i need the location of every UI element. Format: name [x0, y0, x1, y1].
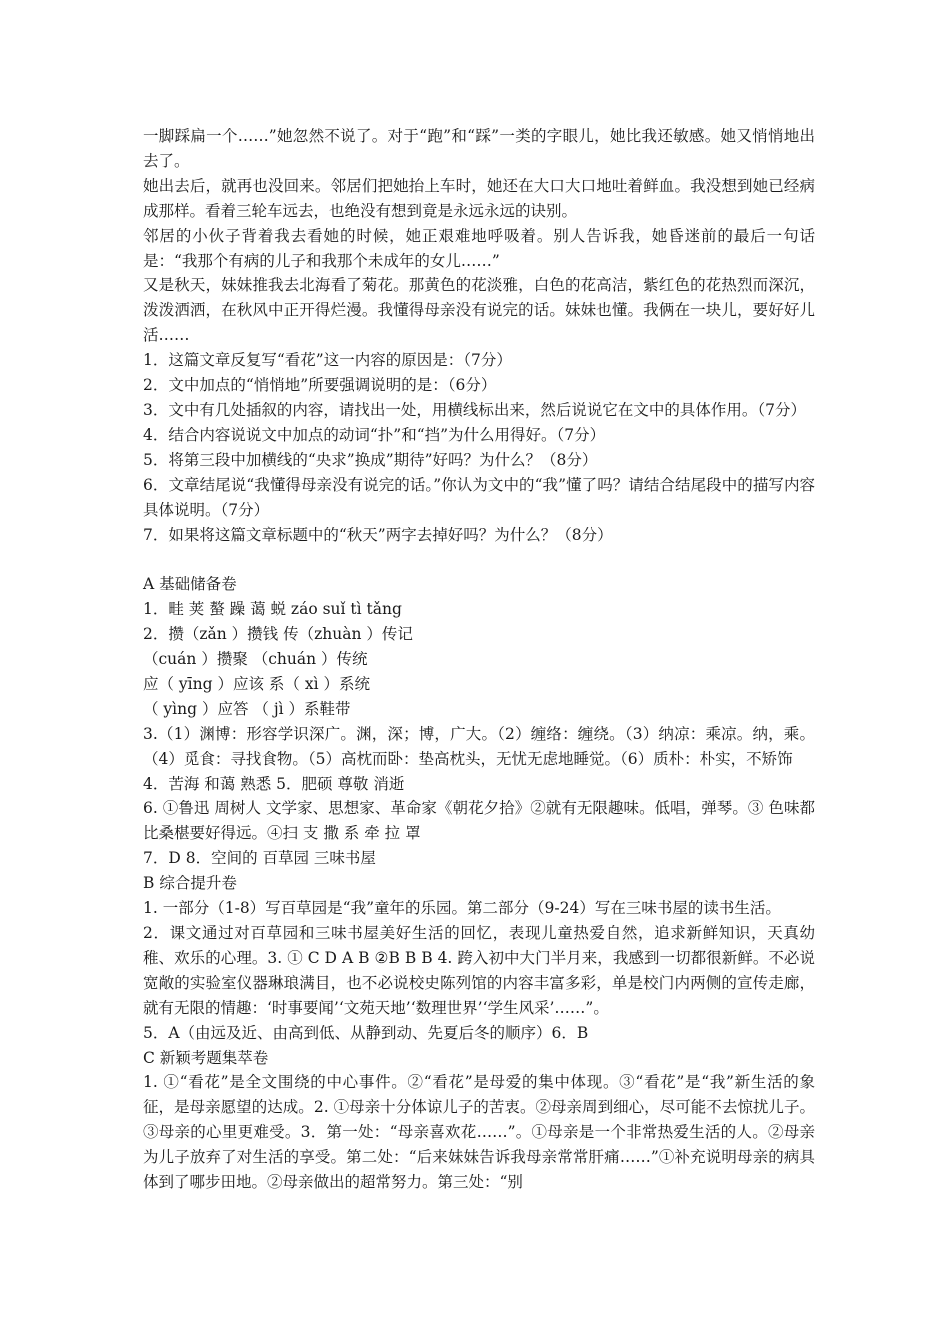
story-paragraph: 一脚踩扁一个……”她忽然不说了。对于“跑”和“踩”一类的字眼儿，她比我还敏感。她又悄悄地出去了。: [143, 127, 815, 170]
section-a-title: A 基础储备卷: [143, 575, 237, 594]
question-item: 1．这篇文章反复写“看花”这一内容的原因是：（7分）: [143, 351, 512, 370]
answer-item: 3.（1）渊博：形容学识深广。渊，深；博，广大。（2）缠络：缠绕。（3）纳凉：乘凉。纳，乘。（4）觅食：寻找食物。（5）高枕而卧：垫高枕头，无忧无虑地睡觉。（6）质朴：朴实，不矫饰: [143, 724, 815, 768]
answer-item: 7．D 8．空间的 百草园 三味书屋: [143, 849, 376, 868]
answer-item: 4．苦海 和蔼 熟悉 5．肥硕 尊敬 消逝: [143, 774, 405, 793]
answer-item: 6. ①鲁迅 周树人 文学家、思想家、革命家《朝花夕拾》②就有无限趣味。低唱，弹琴。③ 色味都比桑椹要好得远。④扫 支 撒 系 牵 拉 罩: [143, 799, 815, 843]
question-item: 2．文中加点的“悄悄地”所要强调说明的是：（6分）: [143, 376, 497, 395]
story-paragraph: 她出去后，就再也没回来。邻居们把她抬上车时，她还在大口大口地吐着鲜血。我没想到她已经病成那样。看着三轮车远去，也绝没有想到竟是永远永远的诀别。: [143, 176, 815, 220]
answer-item: （cuán ）攒聚 （chuán ）传统: [143, 650, 368, 669]
answer-item: 1. 一部分（1-8）写百草园是“我”童年的乐园。第二部分（9-24）写在三味书屋的读书生活。: [143, 899, 781, 918]
question-item: 7．如果将这篇文章标题中的“秋天”两字去掉好吗？为什么？（8分）: [143, 525, 613, 544]
question-item: 4．结合内容说说文中加点的动词“扑”和“挡”为什么用得好。（7分）: [143, 425, 606, 444]
answer-item: （ yìng ）应答 （ jì ）系鞋带: [143, 699, 351, 718]
question-item: 3．文中有几处插叙的内容，请找出一处，用横线标出来，然后说说它在文中的具体作用。（7分）: [143, 400, 806, 419]
answer-item: 1．畦 荚 螯 躁 蔼 蜕 záo suǐ tì tǎng: [143, 600, 402, 619]
question-item: 5．将第三段中加横线的“央求”换成”期待”好吗？为什么？（8分）: [143, 450, 598, 469]
story-paragraph: 邻居的小伙子背着我去看她的时候，她正艰难地呼吸着。别人告诉我，她昏迷前的最后一句话是：“我那个有病的儿子和我那个未成年的女儿……”: [143, 226, 815, 270]
answer-item: 1. ①“看花”是全文围绕的中心事件。②“看花”是母爱的集中体现。③“看花”是“我”新生活的象征，是母亲愿望的达成。2. ①母亲十分体谅儿子的苦衷。②母亲周到细心，尽可能不去惊扰儿子。③母亲的心里更难受。3．第一处：“母亲喜欢花……”。①母亲是一个非常热爱生活的人。②母亲为儿子放弃了对生活的享受。第二处：“后来妹妹告诉我母亲常常肝痛……”①补充说明母亲的病具体到了哪步田地。②母亲做出的超常努力。第三处：“别: [143, 1073, 815, 1192]
answer-item: 应（ yīng ）应该 系（ xì ）系统: [143, 674, 370, 693]
blank-line: [143, 547, 815, 572]
answer-item: 2．课文通过对百草园和三味书屋美好生活的回忆，表现儿童热爱自然，追求新鲜知识，天真幼稚、欢乐的心理。3. ① C D A B ②B B B 4. 跨入初中大门半月来，我感到一切都很新鲜。不必说宽敞的实验室仪器琳琅满目，也不必说校史陈列馆的内容丰富多彩，单是校门内两侧的宣传走廊，就有无限的情趣：‘时事要闻’‘文苑天地’‘数理世界’‘学生风采’……”。: [143, 923, 815, 1017]
story-paragraph: 又是秋天，妹妹推我去北海看了菊花。那黄色的花淡雅，白色的花高洁，紫红色的花热烈而深沉，泼泼洒洒，在秋风中正开得烂漫。我懂得母亲没有说完的话。妹妹也懂。我俩在一块儿，要好好儿活……: [143, 276, 815, 345]
question-item: 6．文章结尾说“我懂得母亲没有说完的话。”你认为文中的“我”懂了吗？请结合结尾段中的描写内容具体说明。（7分）: [143, 475, 815, 519]
answer-item: 5．A（由远及近、由高到低、从静到动、先夏后冬的顺序）6．B: [143, 1023, 589, 1042]
answer-item: 2．攒（zǎn ）攒钱 传（zhuàn ）传记: [143, 625, 413, 644]
section-b-title: B 综合提升卷: [143, 874, 237, 893]
section-c-title: C 新颖考题集萃卷: [143, 1048, 269, 1067]
document-page: [143, 124, 815, 1195]
